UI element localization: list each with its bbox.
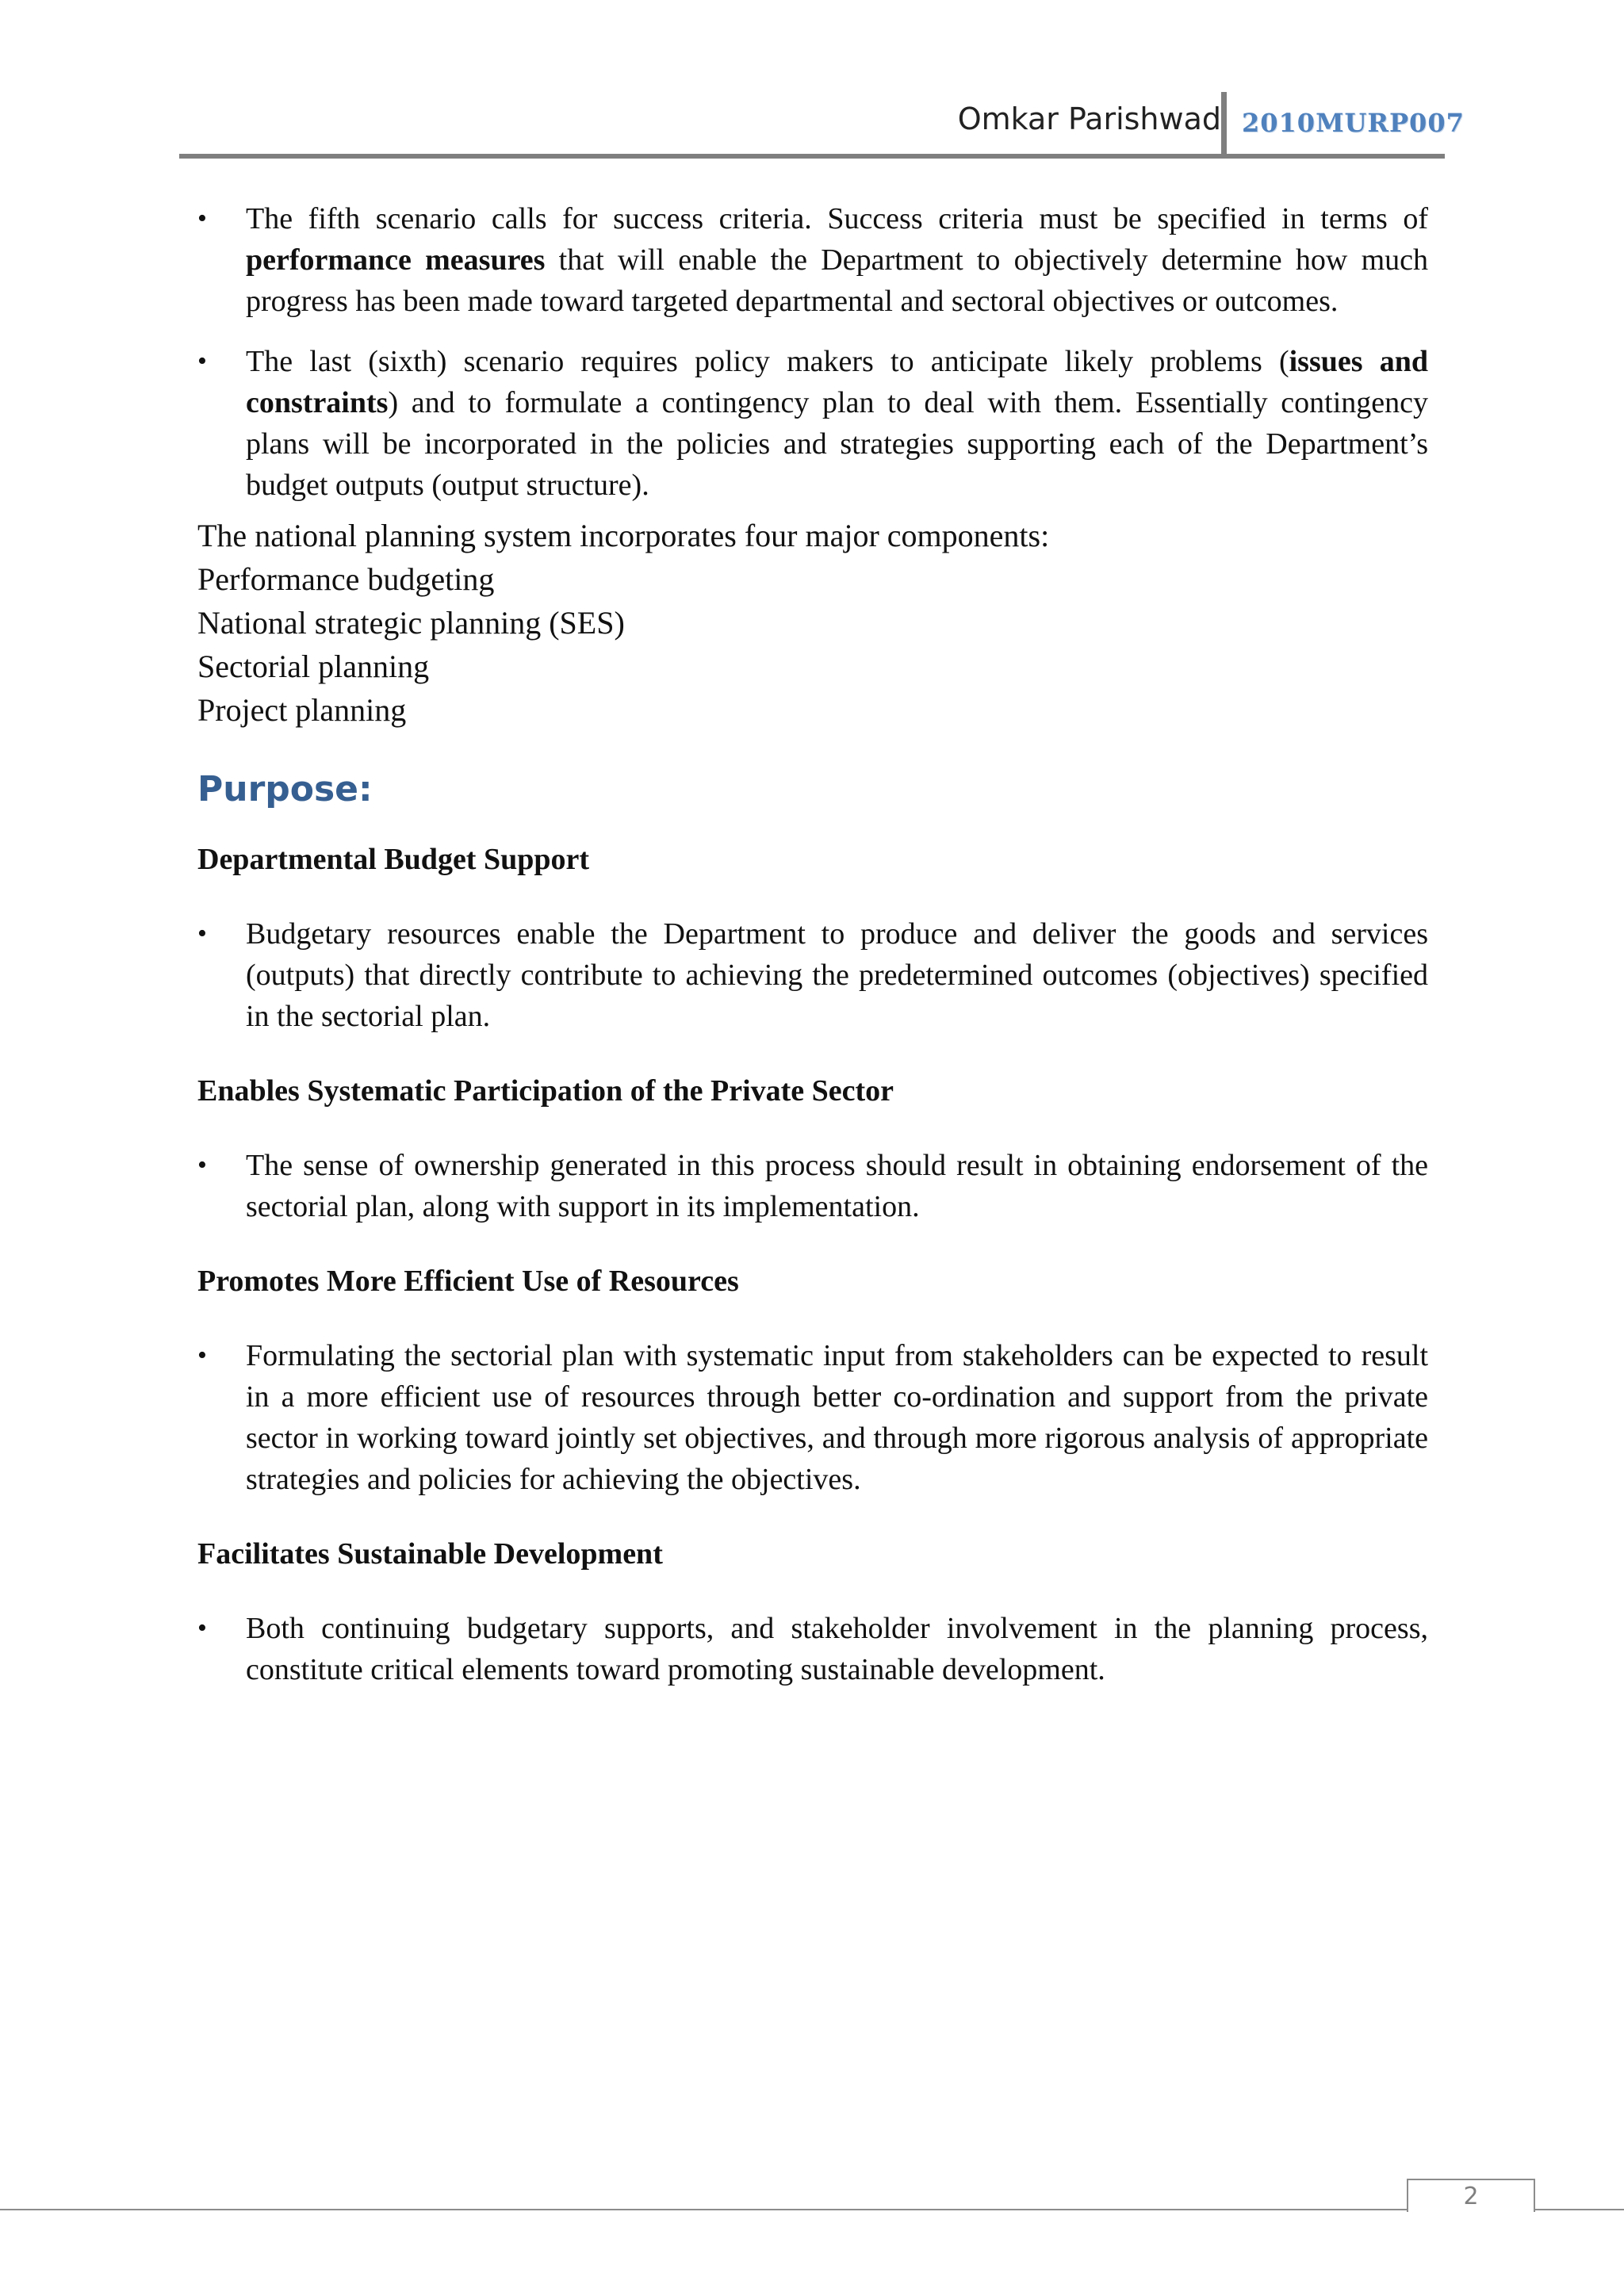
section-text: Formulating the sectorial plan with systematic input from stakeholders can be expected to result in a more efficient use of resources through better co-ordination and support from the private sector in working toward jointly set objectives, and through more rigorous analysis of appropriate strategies and policies for achieving the objectives. <box>246 1339 1428 1496</box>
section-bullet <box>197 1608 1428 1690</box>
section-title: Promotes More Efficient Use of Resources <box>197 1265 739 1298</box>
purpose-heading: Purpose: <box>197 769 373 809</box>
bullet-dot: • <box>197 204 207 233</box>
page-number: 2 <box>1407 2179 1535 2212</box>
header-rule <box>179 154 1445 159</box>
bullet-text-post: ) and to formulate a contingency plan to deal with them. Essentially contingency plans will be incorporated in the policies and strategies supporting each of the Department’s budget outputs (output structure). <box>246 386 1428 502</box>
header-separator <box>1221 92 1227 157</box>
bullet-dot: • <box>197 919 207 948</box>
bullet-text-pre: The last (sixth) scenario requires policy makers to anticipate likely problems ( <box>246 345 1289 378</box>
component-item: Project planning <box>197 692 407 728</box>
header-code: 2010MURP007 <box>1242 108 1465 138</box>
bullet-sixth-scenario <box>197 341 1428 506</box>
footer-rule <box>0 2209 1624 2210</box>
section-title: Facilitates Sustainable Development <box>197 1537 663 1571</box>
bullet-dot: • <box>197 1341 207 1370</box>
section-bullet <box>197 1335 1428 1500</box>
section-title: Enables Systematic Participation of the Private Sector <box>197 1074 894 1108</box>
bullet-text-pre: The fifth scenario calls for success criteria. Success criteria must be specified in terms of <box>246 202 1428 235</box>
section-text: Budgetary resources enable the Department to produce and deliver the goods and services (outputs) that directly contribute to achieving the predetermined outcomes (objectives) specified in the sectorial plan. <box>246 917 1428 1033</box>
bullet-fifth-scenario <box>197 198 1428 322</box>
component-item: Sectorial planning <box>197 649 430 684</box>
component-item: National strategic planning (SES) <box>197 605 625 641</box>
bullet-dot: • <box>197 1613 207 1643</box>
section-bullet <box>197 913 1428 1037</box>
bullet-text-post: that will enable the Department to objectively determine how much progress has been made toward targeted departmental and sectoral objectives or outcomes. <box>246 243 1428 318</box>
section-bullet <box>197 1145 1428 1227</box>
bullet-dot: • <box>197 1150 207 1180</box>
bullet-text-bold: issues and constraints <box>246 345 1428 419</box>
components-block <box>197 514 1428 732</box>
page-content <box>197 198 1428 1690</box>
bullet-text-bold: performance measures <box>246 243 546 277</box>
section-title: Departmental Budget Support <box>197 843 590 876</box>
header-author: Omkar Parishwad <box>957 101 1221 136</box>
section-text: Both continuing budgetary supports, and stakeholder involvement in the planning process, constitute critical elements toward promoting sustainable development. <box>246 1612 1428 1686</box>
component-item: Performance budgeting <box>197 561 495 597</box>
section-text: The sense of ownership generated in this process should result in obtaining endorsement of the sectorial plan, along with support in its implementation. <box>246 1149 1428 1223</box>
bullet-dot: • <box>197 346 207 376</box>
components-intro: The national planning system incorporates four major components: <box>197 518 1050 553</box>
